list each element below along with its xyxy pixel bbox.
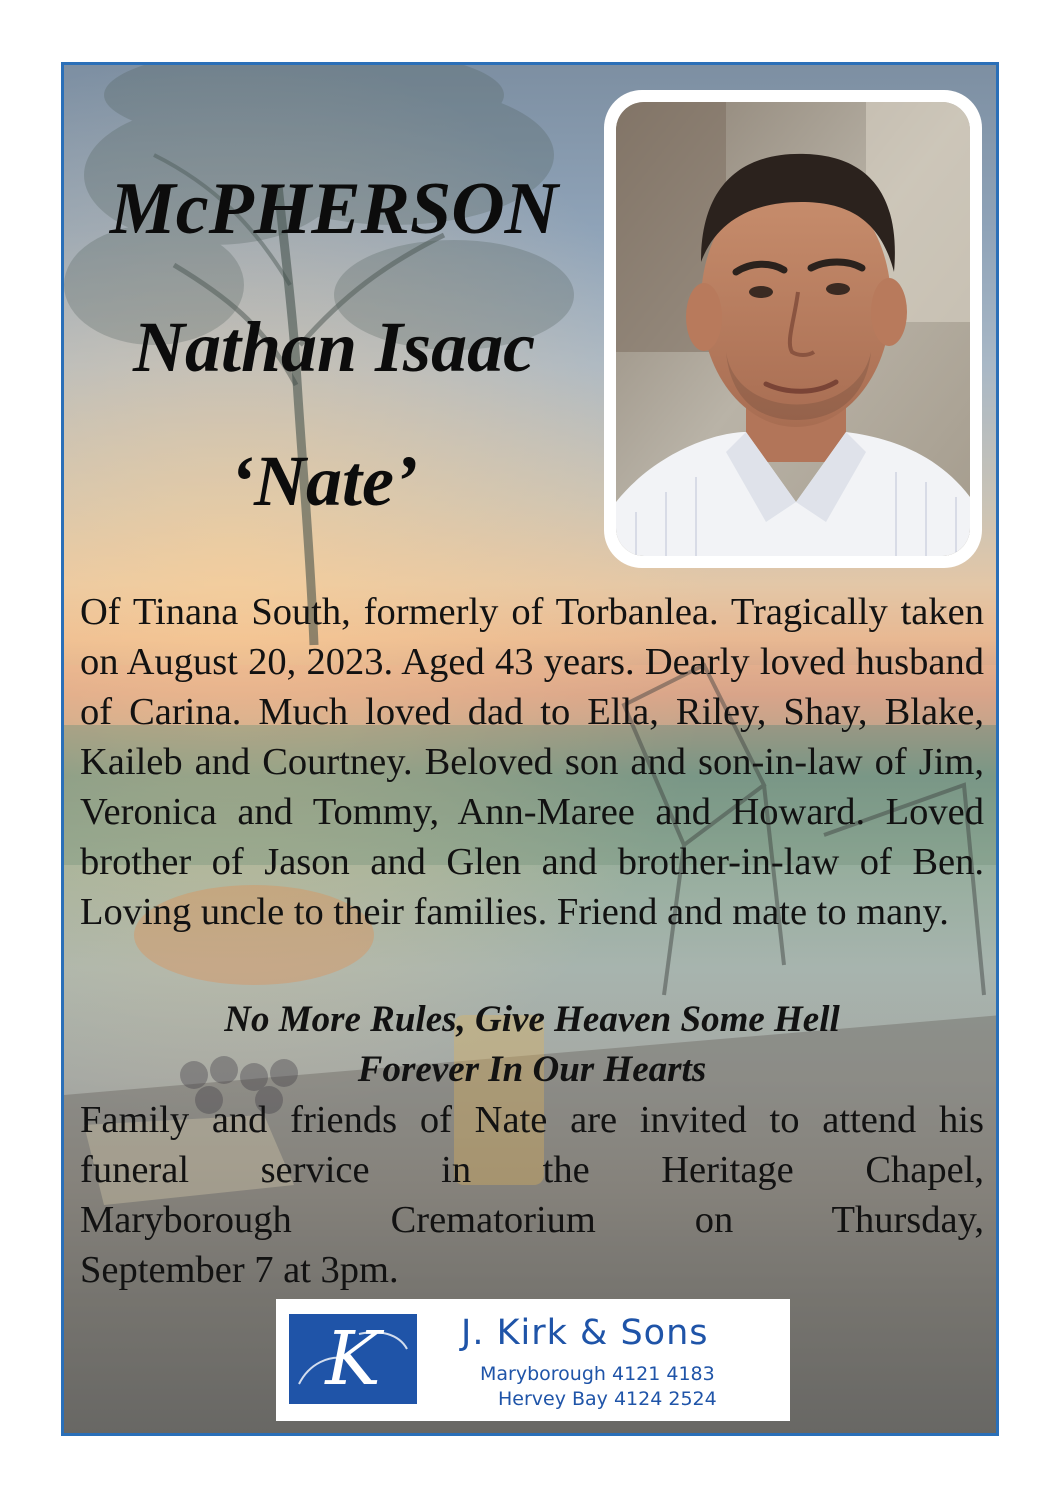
service-line-2: funeral service in the Heritage Chapel, bbox=[80, 1149, 984, 1191]
verse-line-1: No More Rules, Give Heaven Some Hell bbox=[224, 999, 840, 1040]
obituary-text: Of Tinana South, formerly of Torbanlea. Tragically taken on August 20, 2023. Aged 43 years. Dearly loved husband of Carina. Much loved dad to Ella, Riley, Shay, Blake, Kaileb and Courtney. Beloved son and son-in-law of Jim, Veronica and Tommy, Ann-Maree and Howard. Loved brother of Jason and Glen and brother-in-law of Ben. Loving uncle to their families. Friend and mate to many. bbox=[80, 591, 984, 933]
monogram-k-icon bbox=[289, 1314, 417, 1404]
portrait-photo-icon bbox=[616, 102, 970, 556]
nickname-heading: ‘Nate’ bbox=[230, 441, 418, 521]
phone-hervey-bay: Hervey Bay 4124 2524 bbox=[498, 1388, 717, 1410]
funeral-service-details bbox=[80, 1095, 984, 1295]
funeral-director-name: J. Kirk & Sons bbox=[461, 1313, 709, 1353]
portrait-photo bbox=[616, 102, 970, 556]
phone-maryborough: Maryborough 4121 4183 bbox=[480, 1363, 715, 1385]
portrait-frame bbox=[604, 90, 982, 568]
given-names-heading: Nathan Isaac bbox=[132, 307, 536, 387]
service-line-1: Family and friends of Nate are invited to attend his bbox=[80, 1099, 984, 1141]
service-line-3: Maryborough Crematorium on Thursday, bbox=[80, 1199, 984, 1241]
service-line-4: September 7 at 3pm. bbox=[80, 1249, 399, 1291]
verse-line-2: Forever In Our Hearts bbox=[357, 1049, 707, 1090]
funeral-notice-card bbox=[61, 62, 999, 1436]
funeral-director-logo bbox=[276, 1299, 790, 1421]
surname-heading: McPHERSON bbox=[109, 168, 559, 250]
monogram-letter: K bbox=[325, 1316, 381, 1402]
